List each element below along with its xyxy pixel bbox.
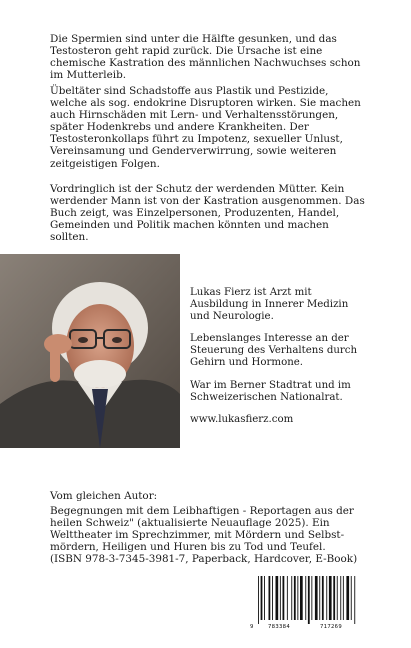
barcode-bar xyxy=(346,576,349,620)
barcode-bar xyxy=(311,576,312,620)
barcode-bar xyxy=(319,576,320,620)
barcode-bar xyxy=(300,576,303,620)
barcode-bar xyxy=(322,576,324,620)
barcode-right-digits: 717269 xyxy=(320,624,343,630)
same-author-heading: Vom gleichen Autor: xyxy=(50,490,158,502)
barcode-bar xyxy=(269,576,271,620)
isbn-barcode xyxy=(246,574,373,636)
barcode-bar xyxy=(297,576,298,620)
barcode-first-digit: 9 xyxy=(250,624,254,630)
barcode-bar xyxy=(351,576,352,620)
author-bio xyxy=(190,287,400,436)
barcode-bar xyxy=(261,576,263,620)
blurb-paragraph-3: Vordringlich ist der Schutz der werdenden Mütter. Kein werdender Mann ist von der Kastration ausgenommen. Das Buch zeigt, was Einzelpersonen, Produzenten, Handel, Gemeinden und Politik machen könnten und machen sollten. xyxy=(50,183,365,244)
barcode-bar xyxy=(272,576,273,620)
barcode-bar xyxy=(343,576,344,620)
barcode-bar xyxy=(283,576,285,620)
blurb-paragraph-1: Die Spermien sind unter die Hälfte gesunken, und das Testosteron geht rapid zurück. Die Ursache ist eine chemische Kastration des männlichen Nachwuchses schon im Mutterleib. xyxy=(50,33,361,82)
author-website: www.lukasfierz.com xyxy=(190,413,294,425)
barcode-bars xyxy=(246,574,373,624)
barcode-bar xyxy=(315,576,318,620)
barcode-bar xyxy=(276,576,279,620)
barcode-bar xyxy=(291,576,292,620)
barcode-bar xyxy=(287,576,288,620)
barcode-bar xyxy=(337,576,338,620)
barcode-bar xyxy=(308,576,310,624)
bio-profession: Lukas Fierz ist Arzt mit Ausbildung in Innerer Medizin und Neurologie. xyxy=(190,287,349,323)
barcode-bar xyxy=(329,576,332,620)
barcode-bar xyxy=(264,576,265,620)
barcode-bar xyxy=(333,576,335,620)
barcode-left-digits: 783384 xyxy=(268,624,291,630)
barcode-bar xyxy=(326,576,327,620)
bio-politics: War im Berner Stadtrat und im Schweizerischen Nationalrat. xyxy=(190,379,351,403)
barcode-bar xyxy=(294,576,296,620)
barcode-bar xyxy=(280,576,281,620)
bio-interest: Lebenslanges Interesse an der Steuerung des Verhaltens durch Gehirn und Hormone. xyxy=(190,333,358,369)
barcode-bar xyxy=(258,576,259,624)
blurb-paragraph-2: Übeltäter sind Schadstoffe aus Plastik und Pestizide, welche als sog. endokrine Disruptoren wirken. Sie machen auch Hirnschäden mit Lern- und Verhaltensstörungen, später Hodenkrebs und andere Krankheiten. Der Testosteronkollaps führt zu Impotenz, sexueller Unlust, Vereinsamung und Genderverwirrung, sowie weiteren zeitgeistigen Folgen. xyxy=(50,85,361,170)
barcode-bar xyxy=(340,576,341,620)
same-author-book: Begegnungen mit dem Leibhaftigen - Reportagen aus der heilen Schweiz" (aktualisierte Neuauflage 2025). Ein Welttheater im Sprechzimmer, mit Mördern und Selbst- mördern, Heiligen und Huren bis zu Tod und Teufel. (ISBN 978-3-7345-3981-7, Paperback, Hardcover, E-Book) xyxy=(50,505,358,566)
barcode-bar xyxy=(305,576,306,620)
author-photo xyxy=(0,254,180,448)
barcode-bar xyxy=(354,576,355,624)
